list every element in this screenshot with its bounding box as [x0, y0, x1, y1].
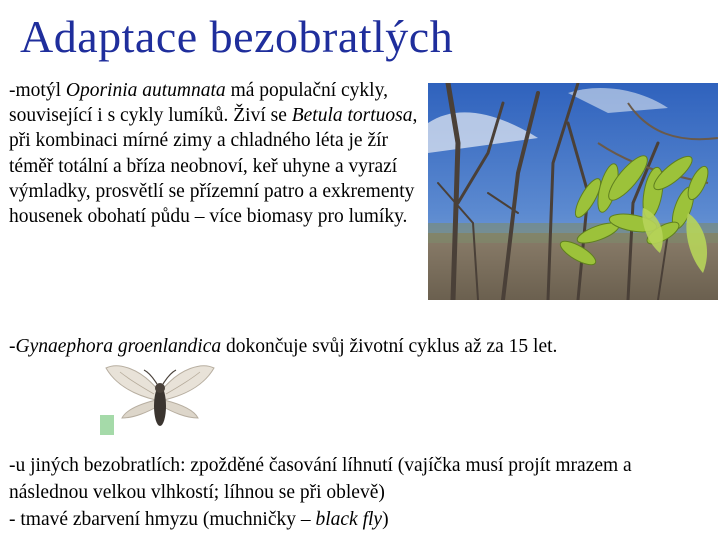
species-oporinia: Oporinia autumnata: [65, 80, 226, 101]
moth-photo: [100, 360, 220, 435]
p2-prefix: -: [9, 336, 16, 357]
p3-line2-suffix: ): [382, 509, 389, 530]
p3-line2: [9, 506, 709, 533]
species-gynaephora: Gynaephora groenlandica: [15, 336, 222, 357]
p3-line2-prefix: - tmavé zbarvení hmyzu (muchničky –: [9, 509, 316, 530]
species-betula: Betula tortuosa: [291, 105, 413, 127]
p1-prefix: -motýl: [9, 80, 66, 101]
black-fly-term: black fly: [315, 509, 383, 530]
p3-line1: -u jiných bezobratlích: zpožděné časování líhnutí (vajíčka musí projít mrazem a následnou velkou vlhkostí; líhnou se při oblevě): [9, 455, 632, 503]
p1-mid: má populační cykly, související i s cykly lumíků. Živí se: [9, 80, 388, 127]
paragraph-other-invertebrates: [9, 452, 709, 533]
birch-branch-photo: [428, 83, 718, 300]
p2-rest: dokončuje svůj životní cyklus až za 15 let.: [221, 336, 558, 357]
paragraph-oporinia: [9, 78, 427, 229]
p1-rest: , při kombinaci mírné zimy a chladného léta je žír téměř totální a bříza neobnoví, keř uhyne a vyrazí výmladky, prosvětlí se přízemní patro a exkrementy housenek obohatí půdu – více biomasy pro lumíky.: [9, 105, 418, 228]
paragraph-gynaephora: [9, 334, 709, 359]
slide-title: Adaptace bezobratlých: [20, 11, 454, 62]
